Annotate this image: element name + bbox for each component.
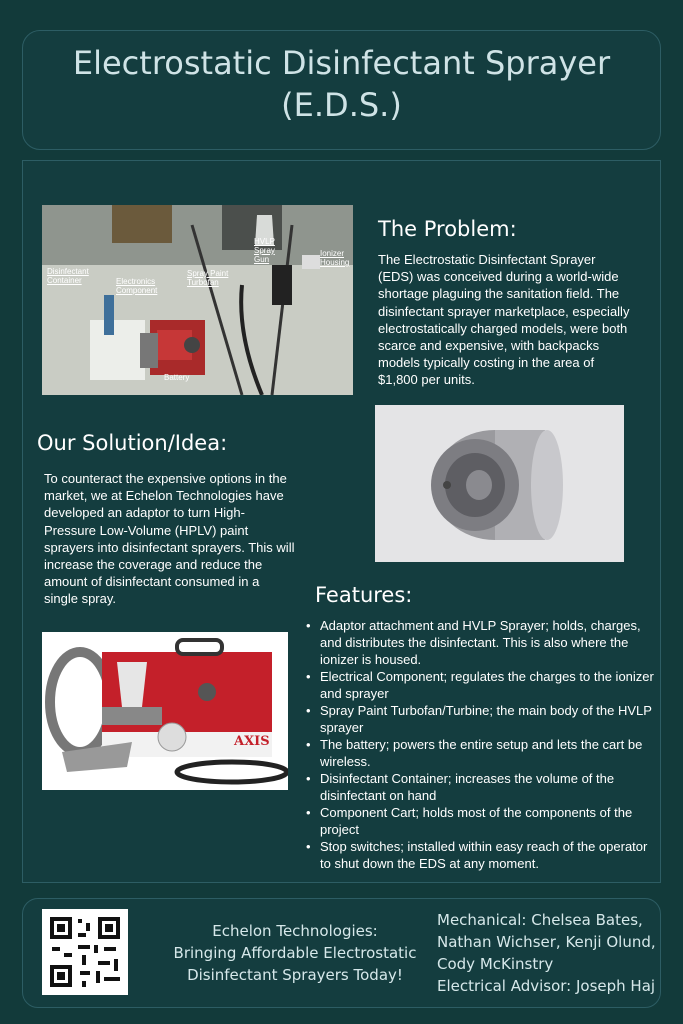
feature-item: • Adaptor attachment and HVLP Sprayer; holds, charges, and distributes the disinfectant. This is also where the ionizer is housed. [306, 617, 656, 668]
label-battery: Battery [164, 373, 190, 382]
feature-item: • Electrical Component; regulates the charges to the ionizer and sprayer [306, 668, 656, 702]
tagline-line2: Bringing Affordable Electrostatic [173, 944, 417, 962]
label-container: Disinfectant Container [47, 267, 89, 285]
label-turbofan: Spray Paint Turbofan [187, 269, 229, 287]
credits-line3: Cody McKinstry [437, 955, 554, 973]
tagline-line3: Disinfectant Sprayers Today! [187, 966, 403, 984]
cart-photo [42, 205, 353, 395]
credits-line2: Nathan Wichser, Kenji Olund, [437, 933, 656, 951]
poster-title-line1: Electrostatic Disinfectant Sprayer [72, 44, 611, 82]
credits-line4: Electrical Advisor: Joseph Haj [437, 977, 656, 995]
solution-text: To counteract the expensive options in the market, we at Echelon Technologies have developed an adaptor to turn High-Pressure Low-Volume (HPLV) paint sprayers into disinfectant sprayers. This will increase the coverage and reduce the amount of disinfectant consumed in a single spray. [44, 471, 295, 607]
poster-title-line2: (E.D.S.) [281, 86, 402, 124]
sprayer-photo [42, 632, 288, 790]
feature-item: • Spray Paint Turbofan/Turbine; the main body of the HVLP sprayer [306, 702, 656, 736]
credits-line1: Mechanical: Chelsea Bates, [437, 911, 643, 929]
label-electronics: Electronics Component [116, 277, 158, 295]
feature-item: • The battery; powers the entire setup and lets the cart be wireless. [306, 736, 656, 770]
label-gun: HVLP Spray Gun [254, 237, 275, 264]
feature-item: • Component Cart; holds most of the components of the project [306, 804, 656, 838]
features-heading: Features: [315, 583, 413, 607]
qr-code [42, 909, 128, 995]
solution-heading: Our Solution/Idea: [37, 431, 228, 455]
footer-credits [437, 909, 659, 997]
poster-title [0, 42, 683, 126]
adaptor-render [375, 405, 624, 562]
sprayer-brand: AXIS [234, 734, 270, 749]
feature-item: • Disinfectant Container; increases the volume of the disinfectant on hand [306, 770, 656, 804]
footer-tagline [160, 920, 430, 986]
tagline-line1: Echelon Technologies: [212, 922, 378, 940]
features-list [306, 617, 656, 872]
problem-heading: The Problem: [378, 217, 517, 241]
label-housing: Ionizer Housing [320, 249, 350, 267]
problem-text: The Electrostatic Disinfectant Sprayer (EDS) was conceived during a world-wide shortage plaguing the sanitation field. The disinfectant sprayer marketplace, especially electrostatically charged models, were both scarce and expensive, with backpacks models typically costing in the area of $1,800 per units. [378, 252, 630, 388]
feature-item: • Stop switches; installed within easy reach of the operator to shut down the EDS at any moment. [306, 838, 656, 872]
